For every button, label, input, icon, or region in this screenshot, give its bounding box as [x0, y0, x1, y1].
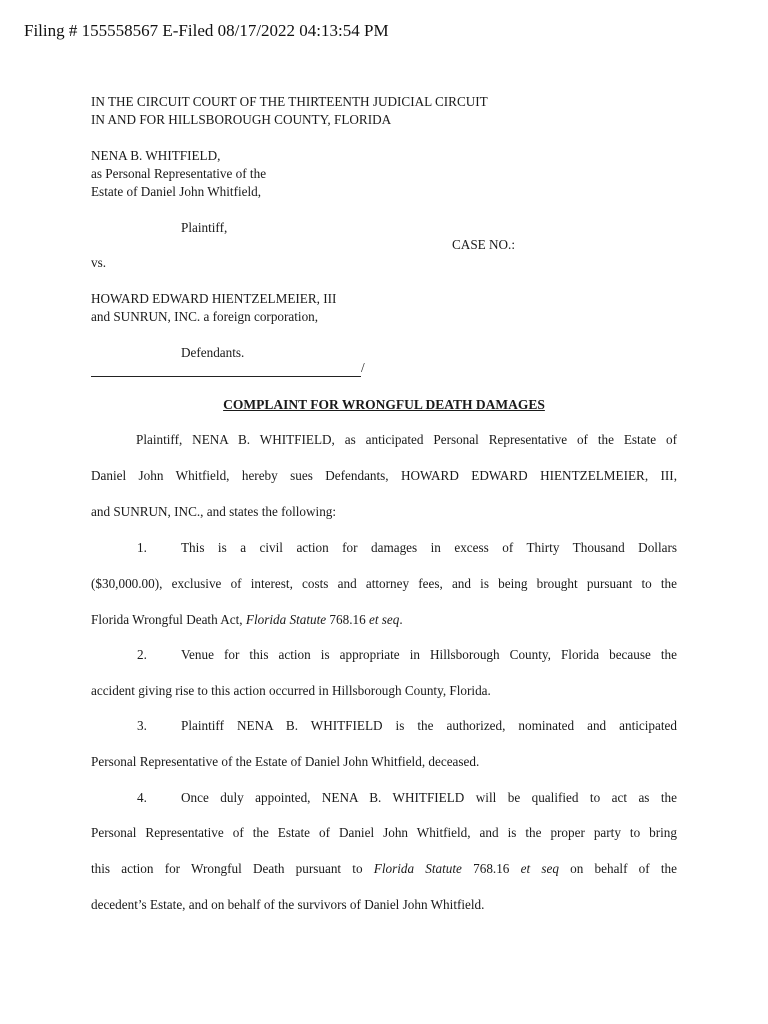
paragraph-1-line-2: ($30,000.00), exclusive of interest, costs and attorney fees, and is being brought pursuant to the: [91, 576, 677, 591]
plaintiff-label: Plaintiff,: [181, 220, 228, 235]
defendant-line-1: HOWARD EDWARD HIENTZELMEIER, III: [91, 291, 337, 306]
paragraph-4-line-1: 4. Once duly appointed, NENA B. WHITFIELD will be qualified to act as the: [91, 790, 677, 806]
intro-line-1: Plaintiff, NENA B. WHITFIELD, as anticipated Personal Representative of the Estate of: [136, 432, 677, 447]
paragraph-4-line-2: Personal Representative of the Estate of Daniel John Whitfield, and is the proper party to bring: [91, 825, 677, 840]
paragraph-2-number: 2.: [137, 647, 147, 662]
filing-stamp: Filing # 155558567 E-Filed 08/17/2022 04:13:54 PM: [24, 21, 389, 40]
plaintiff-role-line-1: as Personal Representative of the: [91, 166, 267, 181]
paragraph-3-line-2: Personal Representative of the Estate of Daniel John Whitfield, deceased.: [91, 754, 480, 769]
paragraph-4-line-3: this action for Wrongful Death pursuant to Florida Statute 768.16 et seq on behalf of the: [91, 861, 677, 876]
paragraph-1-line-3: Florida Wrongful Death Act, Florida Statute 768.16 et seq.: [91, 612, 403, 627]
paragraph-4-number: 4.: [137, 790, 147, 805]
versus-label: vs.: [91, 255, 107, 270]
document-title-text: COMPLAINT FOR WRONGFUL DEATH DAMAGES: [223, 397, 545, 412]
defendants-label: Defendants.: [181, 345, 245, 360]
paragraph-4-line-4: decedent’s Estate, and on behalf of the survivors of Daniel John Whitfield.: [91, 897, 485, 912]
plaintiff-name: NENA B. WHITFIELD,: [91, 148, 221, 163]
intro-line-3: and SUNRUN, INC., and states the following:: [91, 504, 337, 519]
paragraph-2-line-2: accident giving rise to this action occurred in Hillsborough County, Florida.: [91, 683, 491, 698]
defendant-line-2: and SUNRUN, INC. a foreign corporation,: [91, 309, 319, 324]
court-name-line-1: IN THE CIRCUIT COURT OF THE THIRTEENTH JUDICIAL CIRCUIT: [91, 94, 488, 109]
case-number-label: CASE NO.:: [452, 237, 516, 252]
paragraph-2-line-1: 2. Venue for this action is appropriate in Hillsborough County, Florida because the: [91, 647, 677, 663]
paragraph-3-number: 3.: [137, 718, 147, 733]
intro-line-2: Daniel John Whitfield, hereby sues Defendants, HOWARD EDWARD HIENTZELMEIER, III,: [91, 468, 677, 483]
caption-rule: [91, 360, 361, 377]
plaintiff-role-line-2: Estate of Daniel John Whitfield,: [91, 184, 262, 199]
paragraph-1-number: 1.: [137, 540, 147, 555]
paragraph-1-line-1: 1. This is a civil action for damages in excess of Thirty Thousand Dollars: [91, 540, 677, 556]
document-title: [0, 397, 768, 413]
court-name-line-2: IN AND FOR HILLSBOROUGH COUNTY, FLORIDA: [91, 112, 392, 127]
caption-slash: /: [361, 360, 365, 375]
paragraph-3-line-1: 3. Plaintiff NENA B. WHITFIELD is the authorized, nominated and anticipated: [91, 718, 677, 734]
